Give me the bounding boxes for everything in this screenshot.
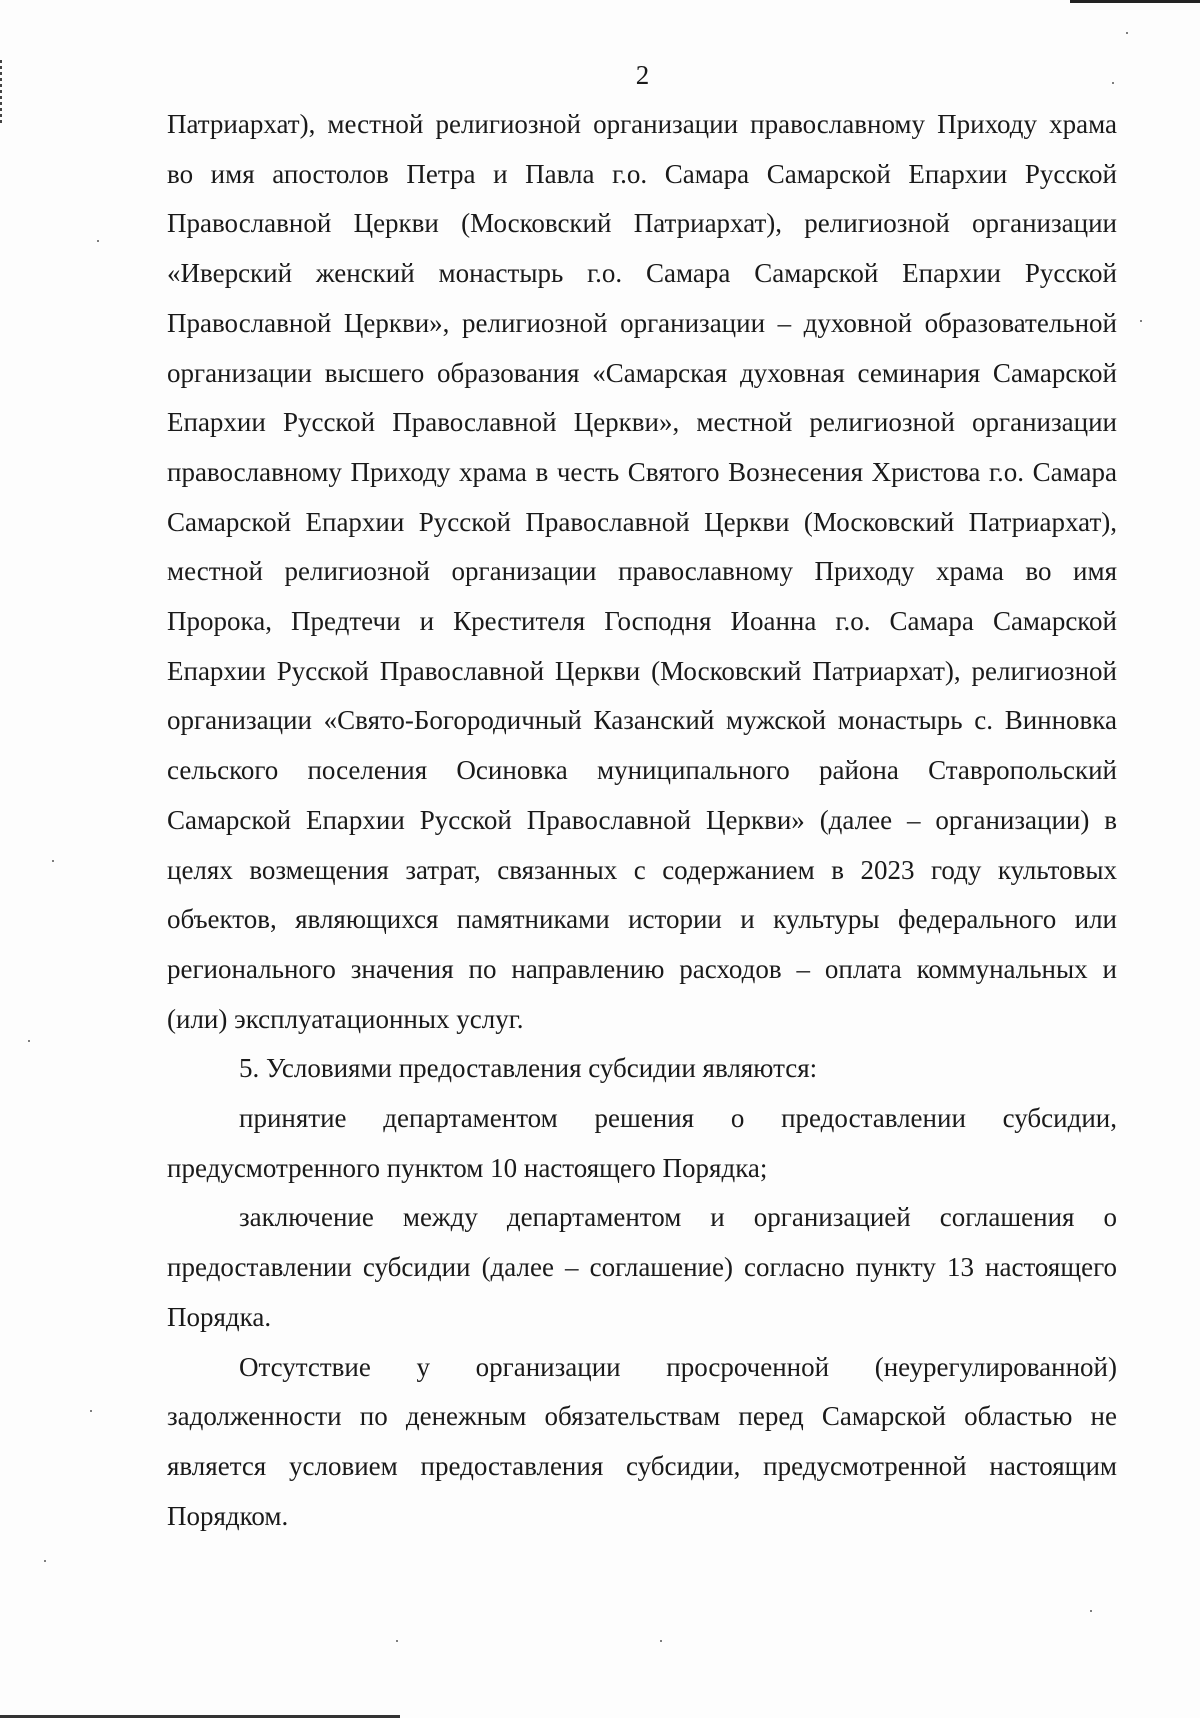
paragraph-conditions-heading: 5. Условиями предоставления субсидии являются: [239, 1053, 818, 1084]
scan-speck [90, 1410, 92, 1412]
scan-speck [1140, 320, 1142, 322]
scan-speck [97, 240, 99, 242]
scan-speck [28, 1040, 30, 1042]
scan-speck [1090, 1610, 1092, 1612]
paragraph-condition-decision: принятие департаментом решения о предоставлении субсидии, предусмотренного пунктом 10 настоящего Порядка; [167, 1103, 1117, 1183]
scan-speck [52, 860, 54, 862]
scan-speck [44, 1560, 46, 1562]
page-number: 2 [635, 60, 650, 90]
document-body [167, 100, 1117, 1541]
paragraph-organizations-list: Патриархат), местной религиозной организации православному Приходу храма во имя апостолов Петра и Павла г.о. Самара Самарской Епархии Русской Православной Церкви (Московский Патриархат), религиозной организации «Иверский женский монастырь г.о. Самара Самарской Епархии Русской Православной Церкви», религиозной организации – духовной образовательной организации высшего образования «Самарская духовная семинария Самарской Епархии Русской Православной Церкви», местной религиозной организации православному Приходу храма в честь Святого Вознесения Христова г.о. Самара Самарской Епархии Русской Православной Церкви (Московский Патриархат), местной религиозной организации православному Приходу храма во имя Пророка, Предтечи и Крестителя Господня Иоанна г.о. Самара Самарской Епархии Русской Православной Церкви (Московский Патриархат), религиозной организации «Свято-Богородичный Казанский мужской монастырь с. Винновка сельского поселения Осиновка муниципального района Ставропольский Самарской Епархии Русской Православной Церкви» (далее – организации) в целях возмещения затрат, связанных с содержанием в 2023 году культовых объектов, являющихся памятниками истории и культуры федерального или регионального значения по направлению расходов – оплата коммунальных и (или) эксплуатационных услуг. [167, 109, 1117, 1034]
scan-artifact-top [1070, 0, 1200, 3]
scan-speck [396, 1640, 398, 1642]
scan-speck [1126, 32, 1128, 34]
paragraph-debt-note: Отсутствие у организации просроченной (неурегулированной) задолженности по денежным обязательствам перед Самарской областью не является условием предоставления субсидии, предусмотренной настоящим Порядком. [167, 1351, 1117, 1531]
scan-speck [660, 1640, 662, 1642]
paragraph-condition-agreement: заключение между департаментом и организацией соглашения о предоставлении субсидии (далее – соглашение) согласно пункту 13 настоящего Порядка. [167, 1202, 1117, 1332]
